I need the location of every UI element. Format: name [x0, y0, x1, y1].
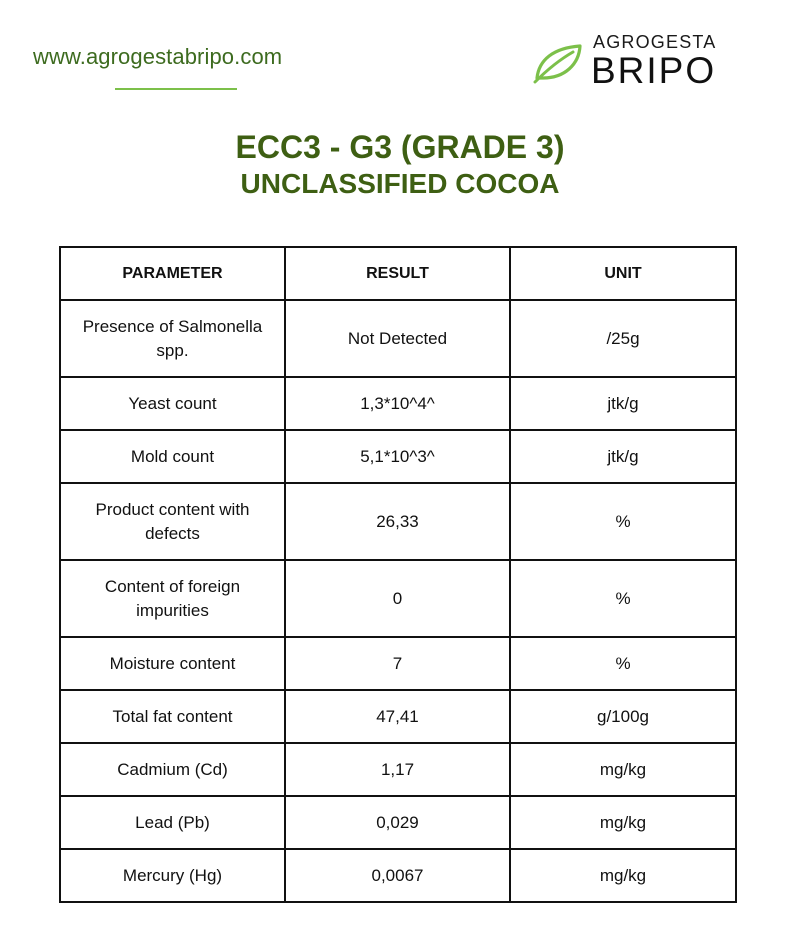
table-row [60, 483, 736, 560]
parameter-cell: Mold count [60, 430, 285, 483]
table-row [60, 560, 736, 637]
unit-cell: /25g [510, 300, 736, 377]
parameter-cell: Product content with defects [60, 483, 285, 560]
website-link[interactable]: www.agrogestabripo.com [33, 44, 283, 69]
parameter-cell: Content of foreign impurities [60, 560, 285, 637]
result-cell: 1,3*10^4^ [285, 377, 510, 430]
logo-text-bottom: BRIPO [591, 50, 717, 91]
result-cell: 26,33 [285, 483, 510, 560]
result-cell: 7 [285, 637, 510, 690]
unit-cell: % [510, 483, 736, 560]
table-row [60, 743, 736, 796]
column-header-result: RESULT [285, 247, 510, 300]
column-header-parameter: PARAMETER [60, 247, 285, 300]
unit-cell: mg/kg [510, 796, 736, 849]
unit-cell: % [510, 637, 736, 690]
table-row [60, 300, 736, 377]
website-underline [115, 88, 237, 90]
table-row [60, 377, 736, 430]
parameter-cell: Total fat content [60, 690, 285, 743]
unit-cell: mg/kg [510, 743, 736, 796]
table-row [60, 849, 736, 902]
document-title [0, 128, 800, 202]
unit-cell: % [510, 560, 736, 637]
result-cell: 0,029 [285, 796, 510, 849]
result-cell: 0 [285, 560, 510, 637]
parameter-cell: Lead (Pb) [60, 796, 285, 849]
result-cell: Not Detected [285, 300, 510, 377]
leaf-icon [533, 40, 583, 84]
results-table [59, 246, 737, 903]
table-header-row [60, 247, 736, 300]
parameter-cell: Yeast count [60, 377, 285, 430]
result-cell: 47,41 [285, 690, 510, 743]
parameter-cell: Presence of Salmonella spp. [60, 300, 285, 377]
unit-cell: jtk/g [510, 430, 736, 483]
parameter-cell: Mercury (Hg) [60, 849, 285, 902]
title-grade: ECC3 - G3 (GRADE 3) [235, 129, 565, 165]
table-row [60, 637, 736, 690]
unit-cell: jtk/g [510, 377, 736, 430]
company-logo [533, 30, 743, 94]
result-cell: 0,0067 [285, 849, 510, 902]
parameter-cell: Moisture content [60, 637, 285, 690]
result-cell: 1,17 [285, 743, 510, 796]
title-subtitle: UNCLASSIFIED COCOA [240, 168, 560, 199]
unit-cell: g/100g [510, 690, 736, 743]
parameter-cell: Cadmium (Cd) [60, 743, 285, 796]
column-header-unit: UNIT [510, 247, 736, 300]
table-row [60, 796, 736, 849]
result-cell: 5,1*10^3^ [285, 430, 510, 483]
unit-cell: mg/kg [510, 849, 736, 902]
table-row [60, 690, 736, 743]
logo-text-top: AGROGESTA [593, 32, 717, 52]
table-row [60, 430, 736, 483]
